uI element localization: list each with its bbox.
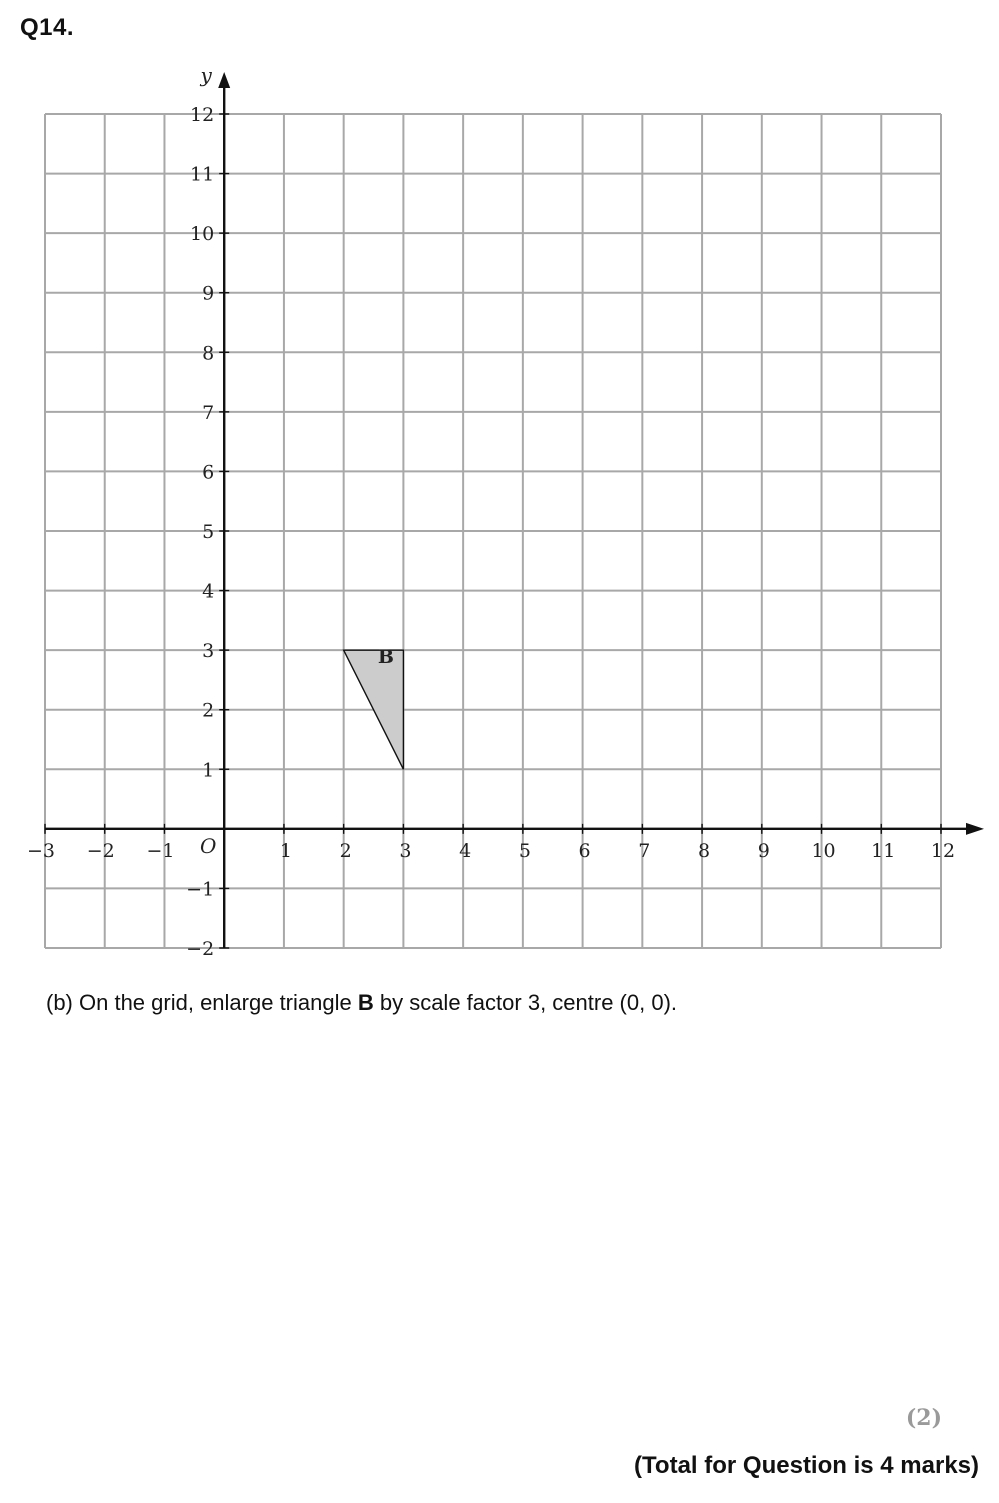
y-tick-label: 6: [202, 461, 215, 484]
x-tick-label: −2: [86, 839, 115, 862]
y-tick-label: 11: [190, 163, 215, 186]
instruction-scale-factor: 3: [527, 990, 541, 1015]
y-tick-label: 4: [202, 580, 215, 603]
question-total-marks: (Total for Question is 4 marks): [634, 1452, 979, 1479]
y-axis-label: y: [200, 63, 212, 87]
y-tick-label: 5: [202, 521, 215, 543]
y-tick-label: −2: [186, 938, 215, 960]
x-tick-label: 4: [459, 839, 472, 862]
question-instruction: [46, 990, 677, 1016]
origin-label: O: [199, 833, 217, 858]
y-tick-label: 10: [190, 223, 215, 246]
y-tick-label: 8: [202, 342, 215, 365]
x-tick-label: 10: [811, 839, 836, 862]
x-tick-label: 7: [638, 839, 651, 862]
x-tick-label: 11: [871, 839, 896, 862]
x-tick-label: 5: [518, 839, 531, 862]
instruction-prefix: (b) On the grid, enlarge triangle: [46, 990, 358, 1015]
x-tick-label: −3: [26, 839, 56, 862]
x-tick-label: 1: [279, 839, 292, 862]
x-tick-label: −1: [146, 839, 175, 862]
instruction-shape-name: B: [357, 990, 374, 1015]
y-axis-arrow: [218, 72, 230, 88]
y-tick-label: 2: [202, 699, 215, 722]
y-tick-label: 9: [202, 282, 215, 305]
instruction-suffix: , centre (0, 0).: [540, 990, 678, 1015]
x-tick-label: 12: [930, 839, 956, 862]
y-tick-label: 7: [202, 401, 215, 424]
y-tick-label: 1: [202, 759, 215, 782]
x-tick-label: 8: [698, 839, 711, 862]
triangle-label: B: [377, 646, 394, 669]
coordinate-grid: [0, 60, 999, 960]
y-tick-label: −1: [186, 878, 215, 901]
part-marks: (2): [905, 1405, 942, 1431]
x-tick-label: 2: [339, 839, 352, 862]
question-number: Q14.: [20, 14, 75, 41]
x-tick-label: 3: [399, 839, 412, 862]
y-tick-label: 12: [190, 104, 215, 126]
x-axis-arrow: [966, 823, 984, 835]
x-tick-label: 9: [757, 839, 770, 862]
x-tick-label: 6: [578, 839, 591, 862]
y-tick-label: 3: [202, 640, 215, 663]
instruction-middle: by scale factor: [373, 990, 528, 1015]
